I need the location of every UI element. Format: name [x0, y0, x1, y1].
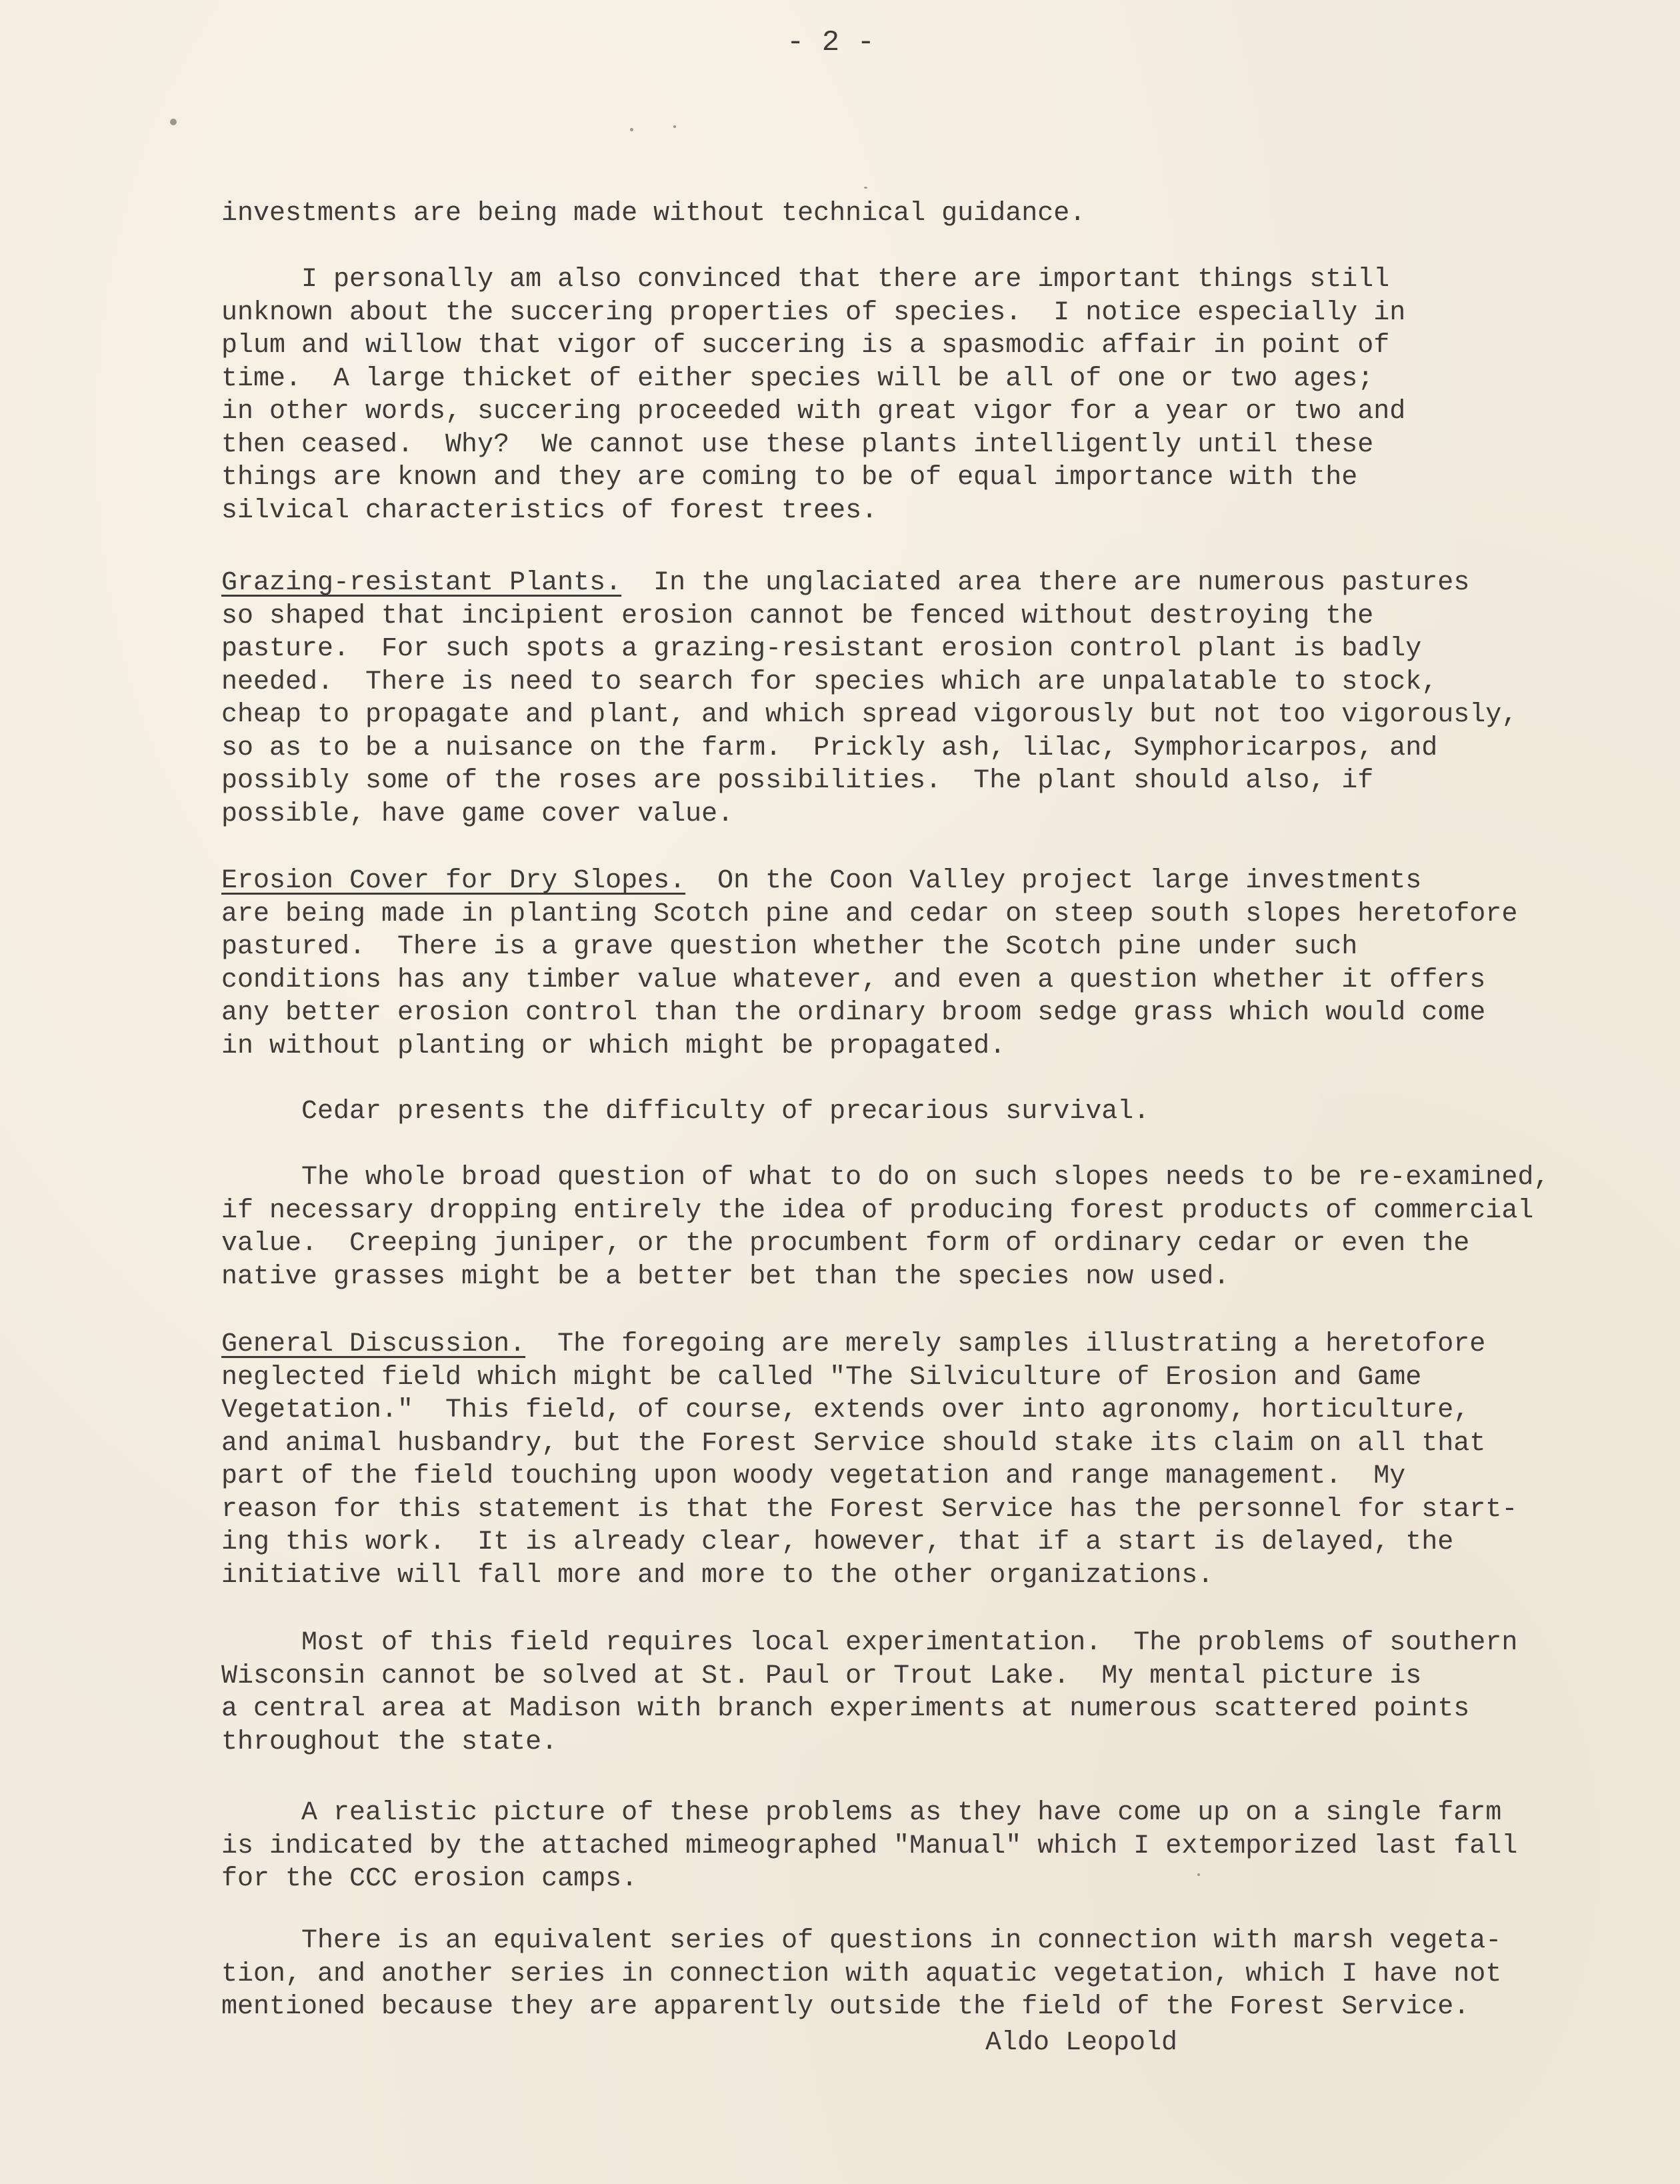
paragraph-succering	[221, 263, 1608, 527]
paragraph-intro-continuation	[221, 197, 1608, 231]
paper-speck	[673, 125, 676, 128]
text-line: if necessary dropping entirely the idea of producing forest products of commercial	[221, 1195, 1534, 1226]
text-line: native grasses might be a better bet than the species now used.	[221, 1261, 1230, 1292]
section-heading: Grazing-resistant Plants.	[221, 568, 622, 598]
text-line: Most of this field requires local experimentation. The problems of southern	[221, 1628, 1518, 1658]
paragraph-broad-question	[221, 1161, 1608, 1293]
text-line: conditions has any timber value whatever, and even a question whether it offers	[221, 965, 1486, 995]
text-line: reason for this statement is that the Forest Service has the personnel for start-	[221, 1494, 1518, 1525]
paragraph-grazing-resistant-plants	[221, 567, 1608, 831]
text-line: time. A large thicket of either species will be all of one or two ages;	[221, 363, 1374, 394]
text-line-rest: In the unglaciated area there are numerous pastures	[621, 568, 1470, 598]
text-line: Vegetation." This field, of course, extends over into agronomy, horticulture,	[221, 1395, 1470, 1425]
text-line: mentioned because they are apparently outside the field of the Forest Service.	[221, 1992, 1470, 2022]
text-line: pasture. For such spots a grazing-resistant erosion control plant is badly	[221, 634, 1422, 664]
text-line: ing this work. It is already clear, however, that if a start is delayed, the	[221, 1527, 1454, 1557]
text-line: so as to be a nuisance on the farm. Prickly ash, lilac, Symphoricarpos, and	[221, 733, 1438, 763]
text-line: plum and willow that vigor of succering is a spasmodic affair in point of	[221, 331, 1390, 361]
text-line: value. Creeping juniper, or the procumbent form of ordinary cedar or even the	[221, 1229, 1470, 1259]
text-line: so shaped that incipient erosion cannot be fenced without destroying the	[221, 601, 1374, 631]
text-line: is indicated by the attached mimeographed "Manual" which I extemporized last fall	[221, 1831, 1518, 1861]
text-line: tion, and another series in connection with aquatic vegetation, which I have not	[221, 1959, 1502, 1989]
text-line: needed. There is need to search for species which are unpalatable to stock,	[221, 667, 1438, 697]
text-line: a central area at Madison with branch experiments at numerous scattered points	[221, 1694, 1470, 1724]
text-line: things are known and they are coming to be of equal importance with the	[221, 463, 1358, 493]
text-line: for the CCC erosion camps.	[221, 1864, 638, 1894]
text-line: A realistic picture of these problems as they have come up on a single farm	[221, 1798, 1502, 1828]
text-line-rest: On the Coon Valley project large investments	[685, 866, 1422, 896]
signature: Aldo Leopold	[985, 2028, 1178, 2058]
text-line: and animal husbandry, but the Forest Service should stake its claim on all that	[221, 1428, 1486, 1459]
page-number: - 2 -	[787, 26, 875, 59]
text-line: Wisconsin cannot be solved at St. Paul or Trout Lake. My mental picture is	[221, 1661, 1422, 1691]
text-line	[221, 865, 1608, 898]
text-line: possibly some of the roses are possibilities. The plant should also, if	[221, 766, 1374, 796]
text-line: investments are being made without technical guidance.	[221, 199, 1086, 229]
text-line: pastured. There is a grave question whether the Scotch pine under such	[221, 932, 1358, 962]
paragraph-marsh-aquatic	[221, 1925, 1608, 2024]
text-line: are being made in planting Scotch pine and cedar on steep south slopes heretofore	[221, 899, 1518, 929]
text-line: part of the field touching upon woody vegetation and range management. My	[221, 1461, 1406, 1491]
text-line: in without planting or which might be propagated.	[221, 1031, 1006, 1061]
section-heading: General Discussion.	[221, 1329, 526, 1359]
text-line: I personally am also convinced that there are important things still	[221, 265, 1390, 295]
text-line: unknown about the succering properties of species. I notice especially in	[221, 297, 1406, 328]
text-line: cheap to propagate and plant, and which spread vigorously but not too vigorously,	[221, 700, 1518, 730]
text-line: then ceased. Why? We cannot use these plants intelligently until these	[221, 429, 1374, 460]
paragraph-erosion-cover-dry-slopes	[221, 865, 1608, 1063]
paragraph-cedar	[221, 1095, 1608, 1129]
text-line: Cedar presents the difficulty of precarious survival.	[221, 1097, 1150, 1127]
text-line: any better erosion control than the ordinary broom sedge grass which would come	[221, 998, 1486, 1028]
paragraph-local-experimentation	[221, 1627, 1608, 1759]
text-line: The whole broad question of what to do on such slopes needs to be re-examined,	[221, 1163, 1550, 1193]
text-line: throughout the state.	[221, 1727, 558, 1757]
paper-speck	[864, 187, 867, 189]
text-line: There is an equivalent series of questions in connection with marsh vegeta-	[221, 1926, 1502, 1956]
paragraph-general-discussion	[221, 1328, 1608, 1592]
paper-speck	[630, 128, 633, 131]
text-line	[221, 1328, 1608, 1361]
paper-speck	[170, 119, 177, 125]
section-heading: Erosion Cover for Dry Slopes.	[221, 866, 686, 896]
paragraph-realistic-picture	[221, 1797, 1608, 1896]
text-line: initiative will fall more and more to the other organizations.	[221, 1560, 1214, 1591]
text-line: silvical characteristics of forest trees.	[221, 495, 878, 526]
text-line: neglected field which might be called "The Silviculture of Erosion and Game	[221, 1362, 1422, 1393]
text-line: possible, have game cover value.	[221, 799, 734, 829]
text-line-rest: The foregoing are merely samples illustrating a heretofore	[525, 1329, 1486, 1359]
text-line	[221, 567, 1608, 600]
text-line: in other words, succering proceeded with great vigor for a year or two and	[221, 397, 1406, 427]
